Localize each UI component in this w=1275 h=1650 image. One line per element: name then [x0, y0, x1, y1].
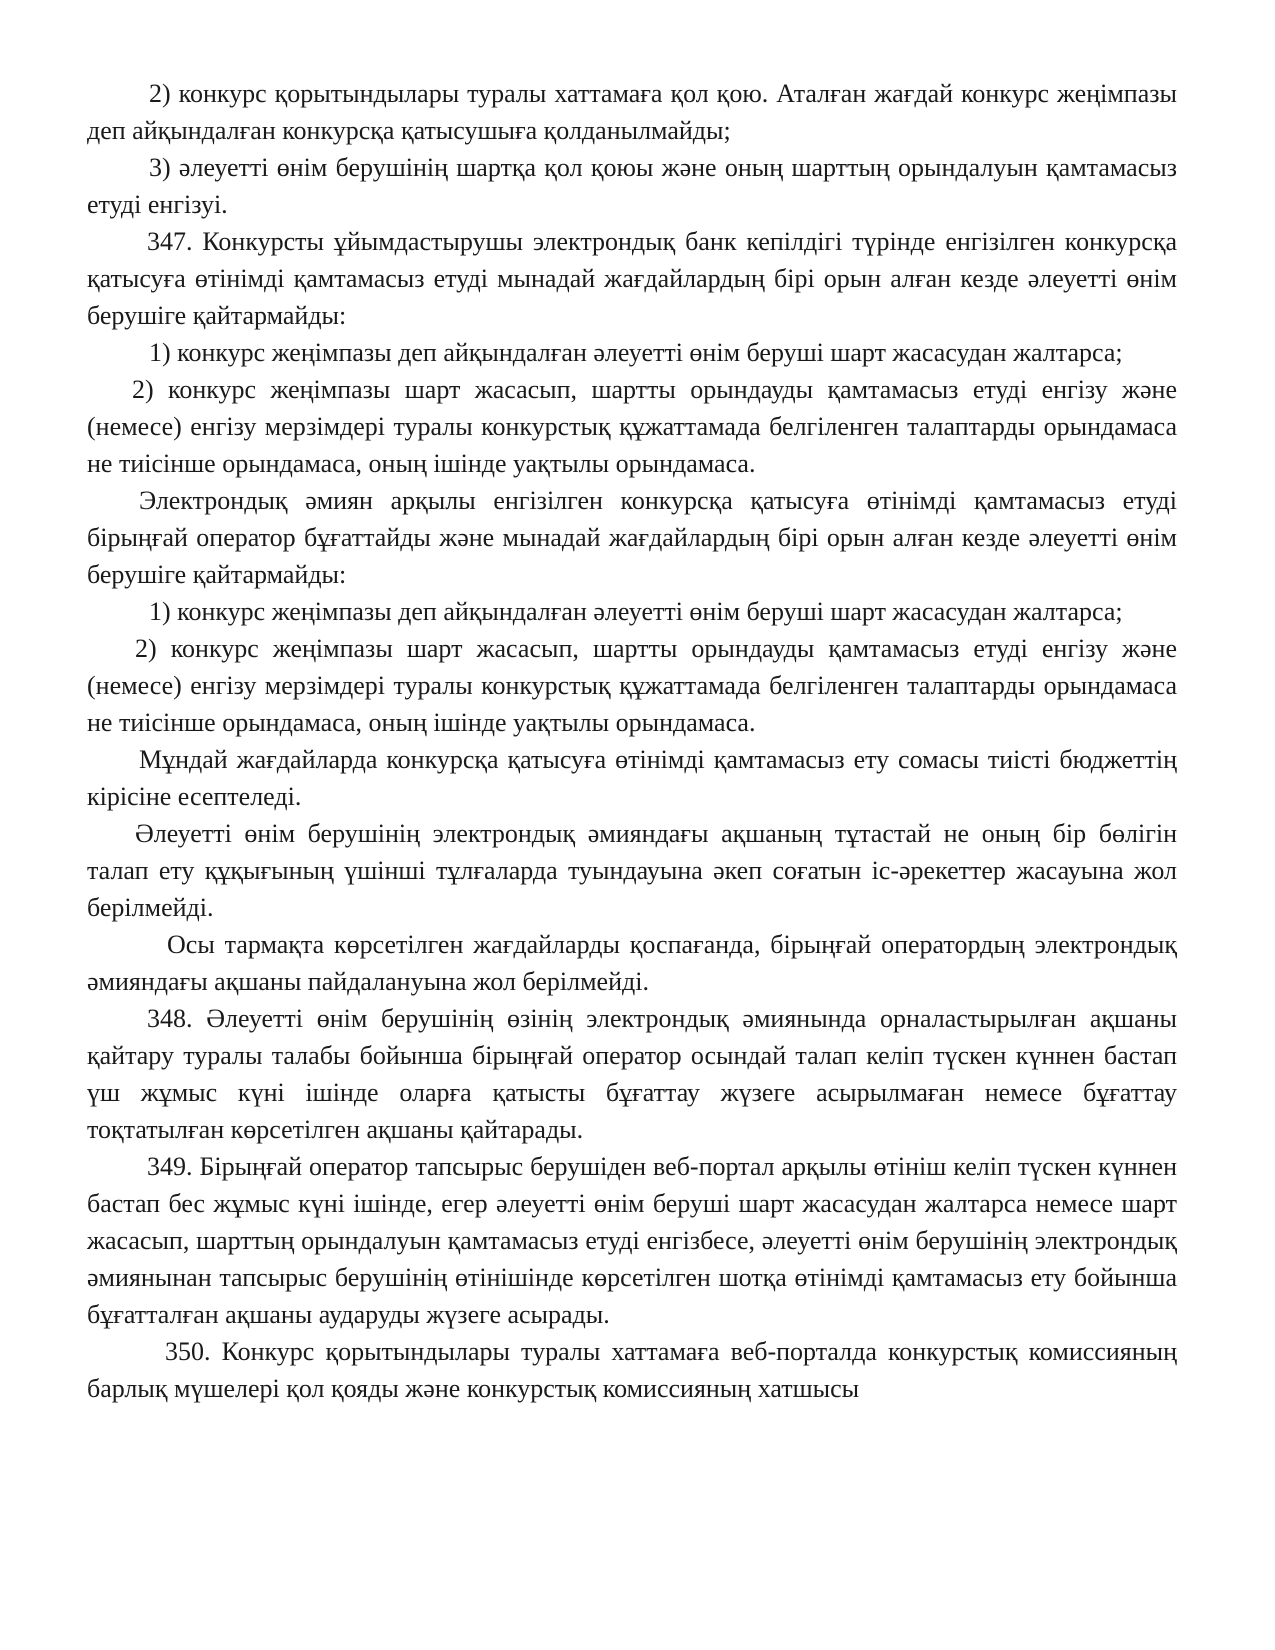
paragraph-347-item-1: 1) конкурс жеңімпазы деп айқындалған әлеуетті өнім беруші шарт жасасудан жалтарса;: [149, 338, 1123, 367]
paragraph-budget: Мұндай жағдайларда конкурсқа қатысуға өтінімді қамтамасыз ету сомасы тиісті бюджеттің кірісіне есептеледі.: [87, 745, 1177, 811]
paragraph-item-3: 3) әлеуетті өнім берушінің шартқа қол қоюы және оның шарттың орындалуын қамтамасыз етуді енгізуі.: [87, 153, 1177, 219]
paragraph-347: 347. Конкурсты ұйымдастырушы электрондық банк кепілдігі түрінде енгізілген конкурсқа қатысуға өтінімді қамтамасыз етуді мынадай жағдайлардың бірі орын алған кезде әлеуетті өнім берушіге қайтармайды:: [87, 227, 1177, 330]
paragraph-349: 349. Бірыңғай оператор тапсырыс берушіден веб-портал арқылы өтініш келіп түскен күннен бастап бес жұмыс күні ішінде, егер әлеуетті өнім беруші шарт жасасудан жалтарса немесе шарт жасасып, шарттың орындалуын қамтамасыз етуді енгізбесе, әлеуетті өнім берушінің электрондық әмиянынан тапсырыс берушінің өтінішінде көрсетілген шотқа өтінімді қамтамасыз ету бойынша бұғатталған ақшаны аударуды жүзеге асырады.: [87, 1152, 1177, 1329]
paragraph-exceptions: Осы тармақта көрсетілген жағдайларды қоспағанда, бірыңғай оператордың электрондық әмияндағы ақшаны пайдалануына жол берілмейді.: [87, 930, 1177, 996]
paragraph-item-2: 2) конкурс қорытындылары туралы хаттамаға қол қою. Аталған жағдай конкурс жеңімпазы деп айқындалған конкурсқа қатысушыға қолданылмайды;: [87, 79, 1177, 145]
paragraph-348: 348. Әлеуетті өнім берушінің өзінің электрондық әмиянында орналастырылған ақшаны қайтару туралы талабы бойынша бірыңғай оператор осындай талап келіп түскен күннен бастап үш жұмыс күні ішінде оларға қатысты бұғаттау жүзеге асырылмаған немесе бұғаттау тоқтатылған көрсетілген ақшаны қайтарады.: [87, 1004, 1177, 1144]
paragraph-third-parties: Әлеуетті өнім берушінің электрондық әмияндағы ақшаның тұтастай не оның бір бөлігін талап ету құқығының үшінші тұлғаларда туындауына әкеп соғатын іс-әрекеттер жасауына жол берілмейді.: [87, 819, 1177, 922]
paragraph-ewallet-item-2: 2) конкурс жеңімпазы шарт жасасып, шартты орындауды қамтамасыз етуді енгізу және (немесе) енгізу мерзімдері туралы конкурстық құжаттамада белгіленген талаптарды орындамаса не тиісінше орындамаса, оның ішінде уақтылы орындамаса.: [87, 634, 1177, 737]
paragraph-ewallet-item-1: 1) конкурс жеңімпазы деп айқындалған әлеуетті өнім беруші шарт жасасудан жалтарса;: [149, 597, 1123, 626]
paragraph-ewallet: Электрондық әмиян арқылы енгізілген конкурсқа қатысуға өтінімді қамтамасыз етуді бірыңғай оператор бұғаттайды және мынадай жағдайлардың бірі орын алған кезде әлеуетті өнім берушіге қайтармайды:: [87, 486, 1177, 589]
document-body: [87, 75, 1177, 1407]
paragraph-347-item-2: 2) конкурс жеңімпазы шарт жасасып, шартты орындауды қамтамасыз етуді енгізу және (немесе) енгізу мерзімдері туралы конкурстық құжаттамада белгіленген талаптарды орындамаса не тиісінше орындамаса, оның ішінде уақтылы орындамаса.: [87, 375, 1177, 478]
paragraph-350: 350. Конкурс қорытындылары туралы хаттамаға веб-порталда конкурстық комиссияның барлық мүшелері қол қояды және конкурстық комиссияның хатшысы: [87, 1337, 1177, 1403]
